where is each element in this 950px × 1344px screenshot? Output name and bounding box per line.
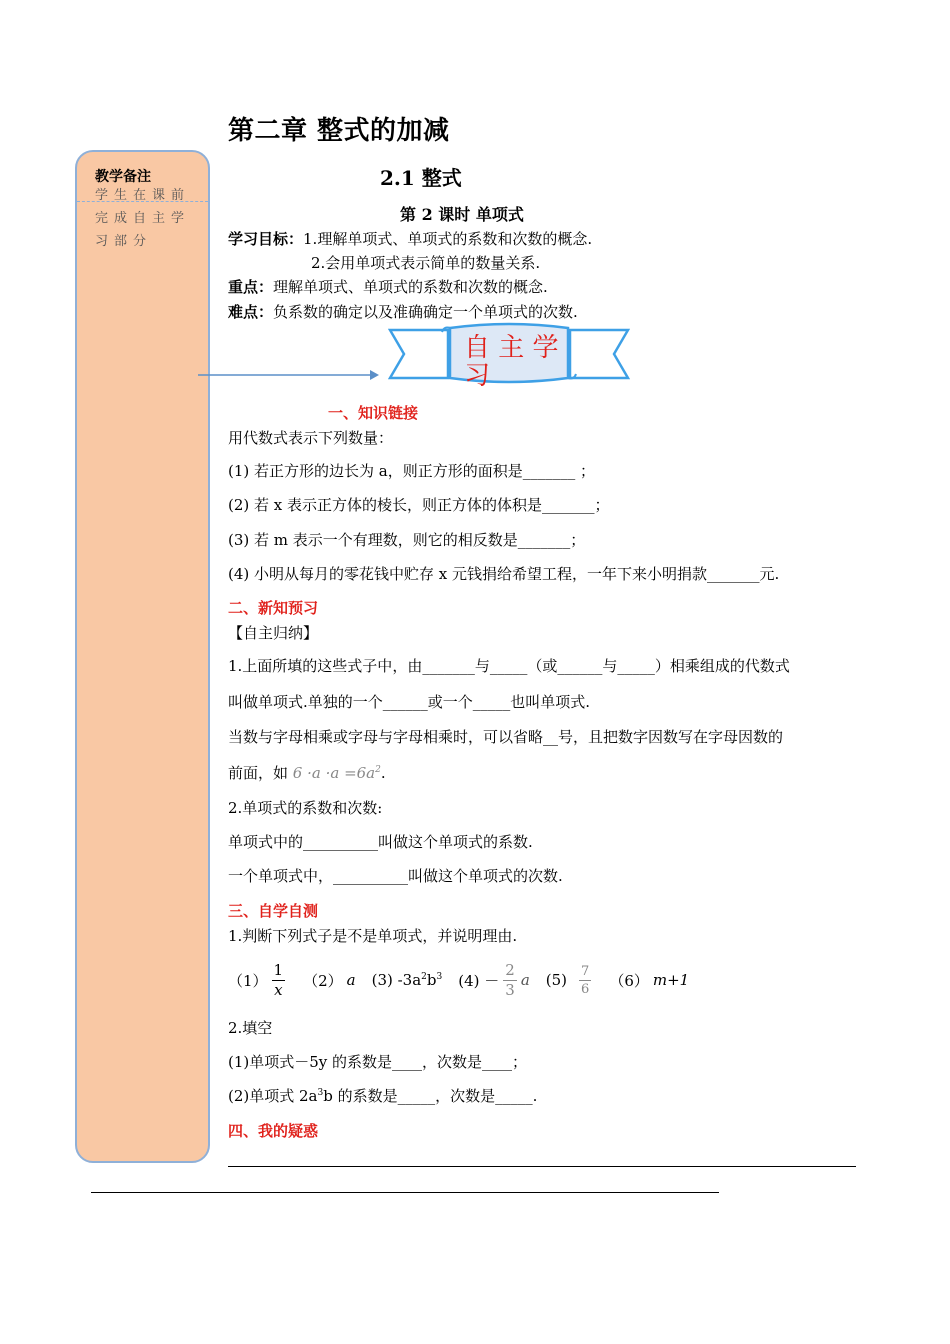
expr1-label: （1） <box>228 971 268 990</box>
expr6-value: m+1 <box>652 971 690 989</box>
difficulty <box>228 301 578 322</box>
expr4-den: 3 <box>505 980 515 999</box>
example-formula <box>293 764 381 782</box>
part1-q4: (4) 小明从每月的零花钱中贮存 x 元钱捐给希望工程，一年下来小明捐款_______元. <box>228 565 780 583</box>
p5-blank: __________ <box>333 867 409 885</box>
part1-intro: 用代数式表示下列数量： <box>228 429 394 447</box>
expr1-num: 1 <box>273 960 284 979</box>
q2b-suffix: b 的系数是_____，次数是_____. <box>323 1087 538 1105</box>
difficulty-label: 难点： <box>228 303 274 321</box>
q2b-prefix: (2)单项式 2a <box>228 1087 318 1105</box>
p2b-suffix: . <box>380 764 386 782</box>
banner-text: 自 主 学 习 <box>464 334 559 391</box>
expr4-label: (4) － <box>458 971 500 990</box>
arrow-icon <box>198 367 380 383</box>
expr5-num: 7 <box>581 963 590 979</box>
part2-p5 <box>228 865 563 886</box>
part3-q2: 2.填空 <box>228 1019 273 1037</box>
lesson-title: 第 2 课时 单项式 <box>400 205 524 224</box>
part2-p1b: 叫做单项式.单独的一个______或一个_____也叫单项式. <box>228 693 591 711</box>
heading-my-questions: 四、我的疑惑 <box>228 1122 319 1140</box>
difficulty-text: 负系数的确定以及准确确定一个单项式的次数. <box>273 303 578 321</box>
expr3 <box>372 971 443 989</box>
expr2-label: （2） <box>303 971 343 990</box>
expr4-var: a <box>520 971 530 989</box>
p5-prefix: 一个单项式中， <box>228 867 334 885</box>
expr3-exp2: 3 <box>436 972 443 982</box>
part2-p4 <box>228 831 533 852</box>
p4-suffix: 叫做这个单项式的系数. <box>378 833 533 851</box>
answer-line-1 <box>228 1166 856 1167</box>
part2-p2a: 当数与字母相乘或字母与字母相乘时，可以省略__号，且把数字因数写在字母因数的 <box>228 728 784 746</box>
expr4-fraction <box>503 960 517 999</box>
objective-2: 2.会用单项式表示简单的数量关系. <box>311 254 541 272</box>
p4-blank: __________ <box>303 833 379 851</box>
formula-exponent: 2 <box>375 765 381 775</box>
expr5-label: (5) <box>545 971 568 989</box>
expr1-den: x <box>274 980 283 999</box>
expr6-label: （6） <box>609 971 649 990</box>
teaching-notes-sidebar <box>75 150 210 1163</box>
expr3-mid: b <box>426 971 437 989</box>
part3-q2b <box>228 1085 537 1106</box>
self-summary-label: 【自主归纳】 <box>228 624 319 642</box>
sidebar-title: 教学备注 <box>95 169 151 185</box>
part2-p2b <box>228 762 386 783</box>
expr1-fraction <box>272 960 286 999</box>
expr4-num: 2 <box>505 960 515 979</box>
sidebar-note: 学生在课前完成自主学习部分 <box>95 188 191 249</box>
key-point-label: 重点： <box>228 278 274 296</box>
heading-self-test: 三、自学自测 <box>228 902 319 920</box>
part1-q1: (1) 若正方形的边长为 a，则正方形的面积是_______ ； <box>228 462 595 480</box>
p2b-prefix: 前面，如 <box>228 764 289 782</box>
expression-list <box>228 955 689 1005</box>
objectives-label: 学习目标： <box>228 230 304 248</box>
key-point <box>228 276 548 297</box>
answer-line-2 <box>91 1192 719 1193</box>
part1-q3: (3) 若 m 表示一个有理数，则它的相反数是_______； <box>228 531 586 549</box>
p4-prefix: 单项式中的 <box>228 833 304 851</box>
part1-q2: (2) 若 x 表示正方体的棱长，则正方体的体积是_______； <box>228 496 610 514</box>
formula-body: 6 ·a ·a =6a <box>292 764 376 782</box>
objective-1: 1.理解单项式、单项式的系数和次数的概念. <box>303 230 593 248</box>
heading-knowledge-link: 一、知识链接 <box>328 404 419 422</box>
self-study-banner <box>388 320 630 392</box>
part2-p1a: 1.上面所填的这些式子中，由_______与_____（或______与_____）相乘组成的代数式 <box>228 657 790 675</box>
section-title: 2.1 整式 <box>380 166 462 190</box>
objectives-line-1 <box>228 228 592 249</box>
heading-new-knowledge: 二、新知预习 <box>228 599 319 617</box>
part3-q1: 1.判断下列式子是不是单项式，并说明理由. <box>228 927 518 945</box>
expr3-base: (3) -3a <box>371 971 422 989</box>
part2-p3: 2.单项式的系数和次数: <box>228 799 383 817</box>
q2b-exp: 3 <box>317 1088 324 1098</box>
expr2-value: a <box>346 971 356 989</box>
expr5-fraction <box>579 965 591 996</box>
chapter-title: 第二章 整式的加减 <box>228 116 450 146</box>
expr3-exp1: 2 <box>421 972 427 982</box>
key-point-text: 理解单项式、单项式的系数和次数的概念. <box>273 278 548 296</box>
expr5-den: 6 <box>581 981 590 997</box>
part3-q2a: (1)单项式－5y 的系数是____，次数是____； <box>228 1053 528 1071</box>
p5-suffix: 叫做这个单项式的次数. <box>408 867 563 885</box>
